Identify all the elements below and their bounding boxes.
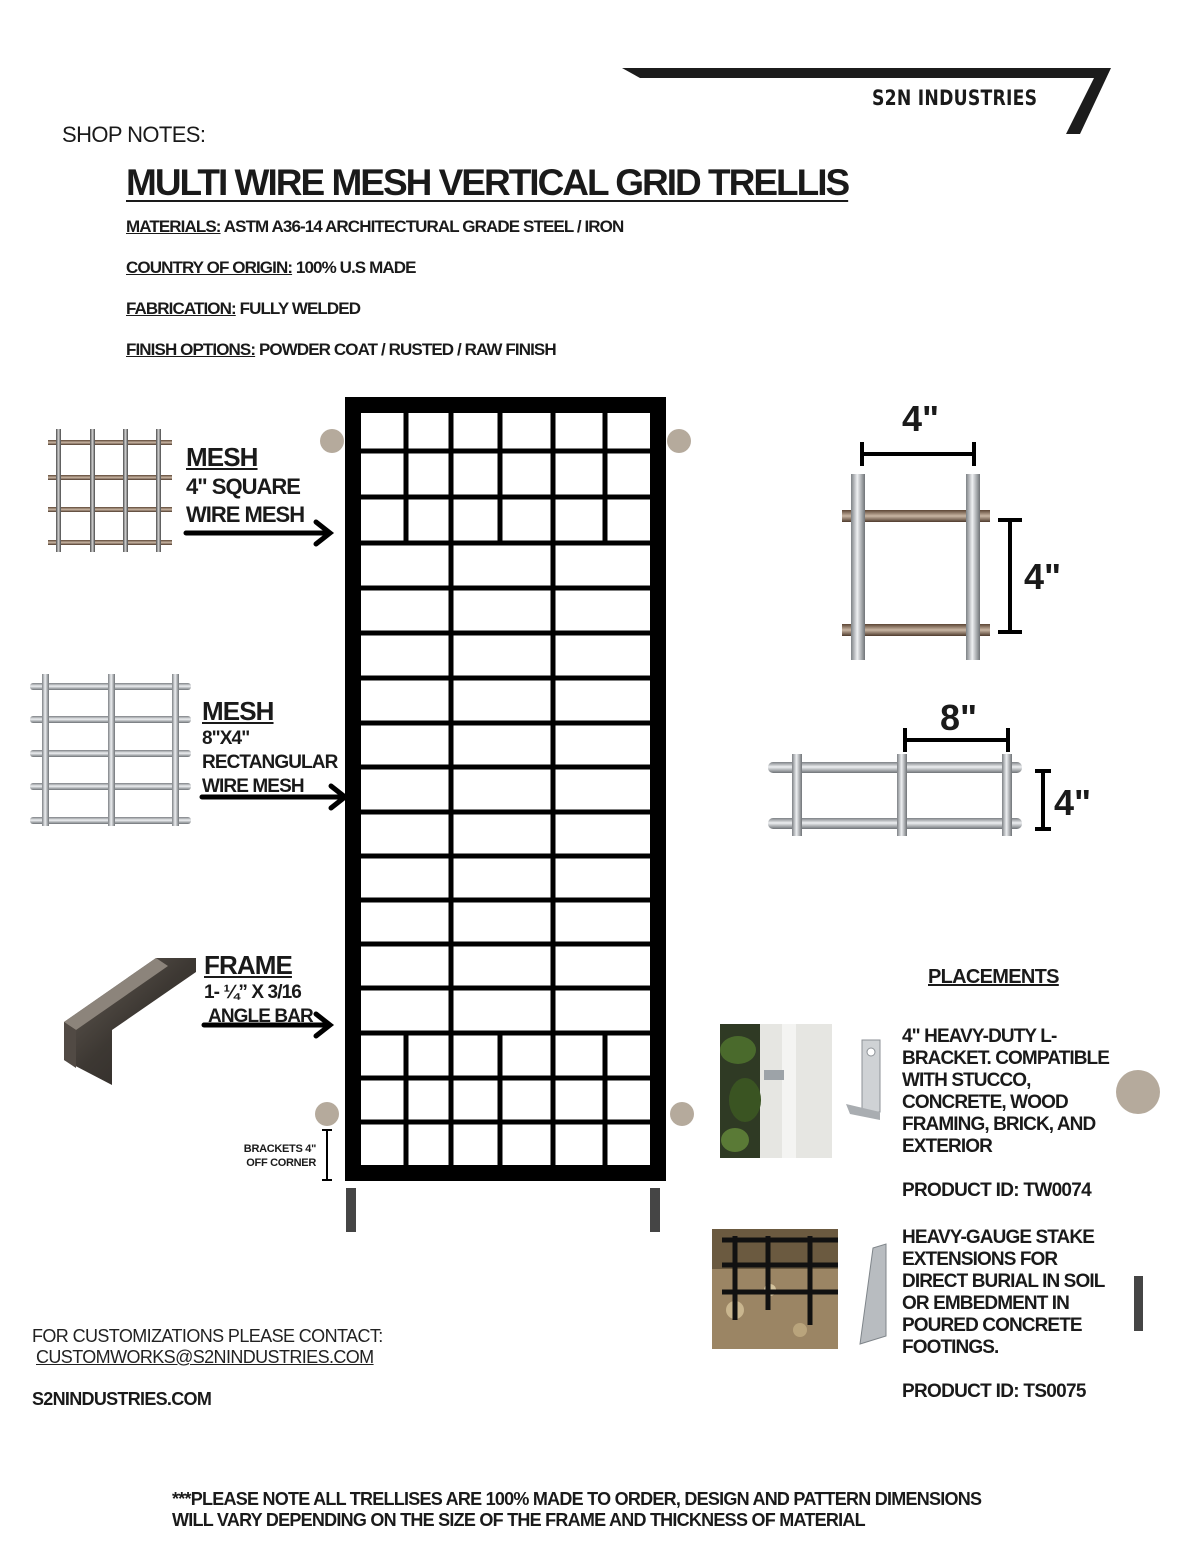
bracket-marker-top-right (667, 429, 691, 453)
stake-marker-legend (1134, 1276, 1143, 1331)
website-link[interactable]: S2NINDUSTRIES.COM (32, 1389, 212, 1409)
square-dim-lines (862, 442, 1022, 632)
page-title: MULTI WIRE MESH VERTICAL GRID TRELLIS (126, 162, 849, 203)
rect-dim-lines (905, 728, 1051, 829)
bracket-spacing-dim (322, 1130, 332, 1180)
trellis-frame (353, 405, 658, 1173)
dim-square-height: 4" (1024, 556, 1062, 597)
bracket-wall-photo (720, 1024, 832, 1158)
label-square-mesh: MESH 4" SQUARE WIRE MESH (186, 442, 305, 527)
dim-rect-width: 8" (940, 697, 978, 738)
shop-notes-label: SHOP NOTES: (62, 122, 206, 147)
contact-label: FOR CUSTOMIZATIONS PLEASE CONTACT: (32, 1326, 383, 1346)
dim-rect-height: 4" (1054, 782, 1092, 823)
spec-fabrication: FABRICATION: FULLY WELDED (126, 299, 361, 318)
stake-product-image (860, 1244, 886, 1344)
spec-origin: COUNTRY OF ORIGIN: 100% U.S MADE (126, 258, 416, 277)
stake-left (346, 1188, 356, 1232)
made-to-order-note: ***PLEASE NOTE ALL TRELLISES ARE 100% MADE TO ORDER, DESIGN AND PATTERN DIMENSIONS WILL VARY DEPENDING ON THE SIZE OF THE FRAME AND THICKNESS OF MATERIAL (172, 1489, 982, 1530)
stake-soil-photo (712, 1229, 838, 1349)
placements-heading: PLACEMENTS (928, 966, 1059, 988)
label-frame: FRAME 1- ¼” X 3/16 ANGLE BAR (204, 950, 313, 1027)
spec-finish: FINISH OPTIONS: POWDER COAT / RUSTED / RAW FINISH (126, 340, 556, 359)
bracket-marker-top-left (320, 429, 344, 453)
rect-mesh-thumbnail (30, 674, 191, 826)
contact-block (32, 1326, 383, 1368)
placement-bracket-description: 4" HEAVY-DUTY L-BRACKET. COMPATIBLE WITH STUCCO, CONCRETE, WOOD FRAMING, BRICK, AND EXTERIOR (902, 1026, 1110, 1157)
bracket-marker-bottom-left (315, 1102, 339, 1126)
l-bracket-product-image (846, 1040, 880, 1120)
rect-mesh-detail (768, 754, 1022, 836)
brand-name: S2N INDUSTRIES (872, 86, 1038, 110)
label-rect-mesh: MESH 8"X4" RECTANGULAR WIRE MESH (202, 696, 338, 797)
angle-bar-thumbnail (64, 958, 196, 1085)
bracket-marker-bottom-right (670, 1102, 694, 1126)
spec-materials: MATERIALS: ASTM A36-14 ARCHITECTURAL GRADE STEEL / IRON (126, 217, 624, 236)
brackets-note: BRACKETS 4" OFF CORNER (243, 1143, 316, 1169)
placement-bracket-product-id: PRODUCT ID: TW0074 (902, 1180, 1092, 1201)
placement-stake-description: HEAVY-GAUGE STAKE EXTENSIONS FOR DIRECT BURIAL IN SOIL OR EMBEDMENT IN POURED CONCRETE FOOTINGS. (902, 1227, 1105, 1358)
dim-square-width: 4" (902, 398, 940, 439)
stake-right (650, 1188, 660, 1232)
square-mesh-detail (842, 474, 990, 660)
contact-email-link[interactable]: CUSTOMWORKS@S2NINDUSTRIES.COM (36, 1347, 374, 1367)
placement-stake-product-id: PRODUCT ID: TS0075 (902, 1381, 1086, 1402)
square-mesh-thumbnail (48, 429, 172, 552)
